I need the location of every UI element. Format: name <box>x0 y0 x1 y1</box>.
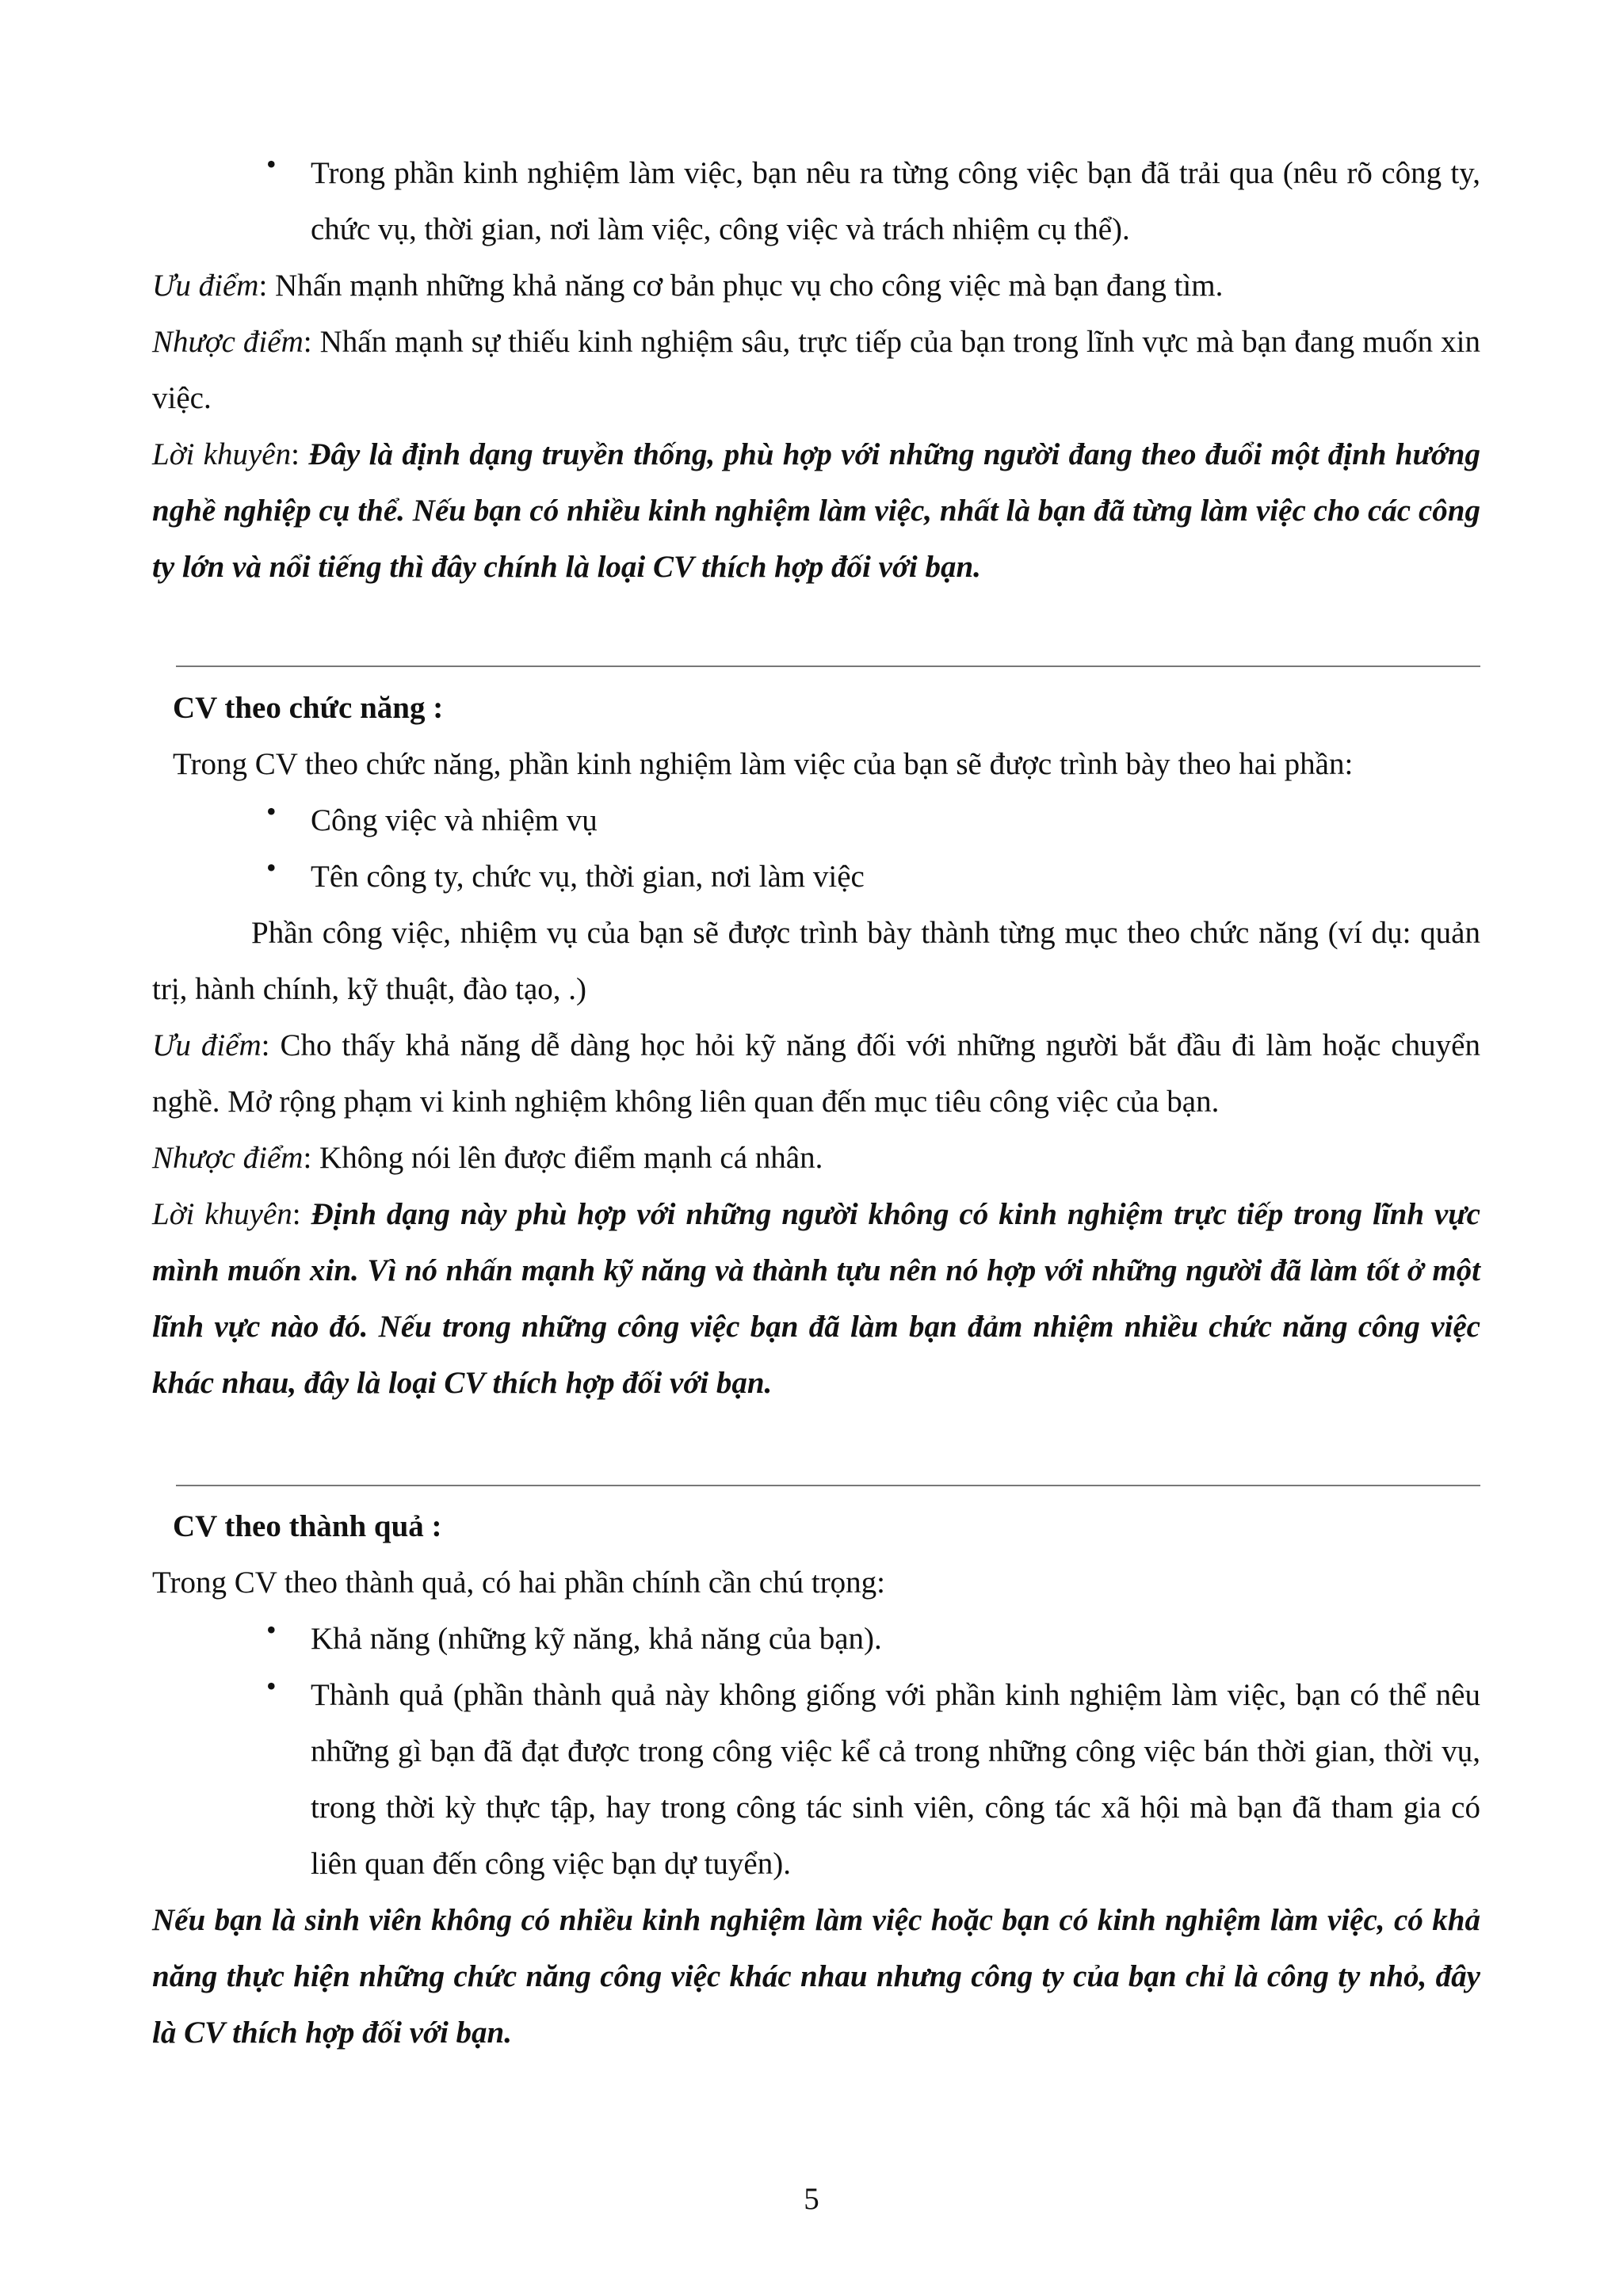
intro-paragraph: Trong CV theo thành quả, có hai phần chính cần chú trọng: <box>152 1566 886 1600</box>
bullet-icon: • <box>266 1670 277 1702</box>
body-paragraph: Phần công việc, nhiệm vụ của bạn sẽ được trình bày thành từng mục theo chức năng (ví dụ: quản trị, hành chính, kỹ thuật, đào tạo, .) <box>152 916 1480 1006</box>
section-divider <box>176 1485 1480 1486</box>
bullet-icon: • <box>266 148 277 180</box>
bullet-text: Khả năng (những kỹ năng, khả năng của bạn). <box>311 1622 882 1656</box>
advice-paragraph <box>152 1186 1480 1411</box>
cons-paragraph <box>152 314 1480 426</box>
intro-paragraph: Trong CV theo chức năng, phần kinh nghiệm làm việc của bạn sẽ được trình bày theo hai phần: <box>173 747 1354 781</box>
advice-separator: : <box>291 437 309 471</box>
bullet-icon: • <box>266 852 277 883</box>
pros-text: : Nhấn mạnh những khả năng cơ bản phục vụ cho công việc mà bạn đang tìm. <box>258 269 1224 303</box>
cons-paragraph <box>152 1130 1480 1186</box>
bullet-text: Công việc và nhiệm vụ <box>311 803 598 837</box>
list-item <box>0 792 1623 849</box>
bullet-text: Tên công ty, chức vụ, thời gian, nơi làm việc <box>311 860 865 894</box>
section-heading: CV theo thành quả : <box>173 1509 442 1543</box>
pros-text: : Cho thấy khả năng dễ dàng học hỏi kỹ năng đối với những người bắt đầu đi làm hoặc chuyển nghề. Mở rộng phạm vi kinh nghiệm không liên quan đến mục tiêu công việc của bạn. <box>152 1028 1480 1119</box>
section-divider <box>176 666 1480 667</box>
list-item <box>0 849 1623 905</box>
advice-label: Lời khuyên <box>152 1197 292 1231</box>
list-item <box>0 145 1623 257</box>
bullet-icon: • <box>266 1614 277 1646</box>
bullet-text: Trong phần kinh nghiệm làm việc, bạn nêu ra từng công việc bạn đã trải qua (nêu rõ công ty, chức vụ, thời gian, nơi làm việc, công việc và trách nhiệm cụ thể). <box>311 156 1480 246</box>
page-number: 5 <box>804 2182 819 2216</box>
advice-paragraph <box>152 426 1480 595</box>
pros-label: Ưu điểm <box>152 269 259 303</box>
list-item <box>0 1667 1623 1892</box>
advice-separator: : <box>292 1197 311 1231</box>
section-heading: CV theo chức năng : <box>173 691 444 725</box>
cons-label: Nhược điểm <box>152 325 304 359</box>
bullet-icon: • <box>266 795 277 827</box>
cons-label: Nhược điểm <box>152 1141 304 1175</box>
pros-paragraph <box>152 257 1480 314</box>
advice-text: Định dạng này phù hợp với những người không có kinh nghiệm trực tiếp trong lĩnh vực mình muốn xin. Vì nó nhấn mạnh kỹ năng và thành tựu nên nó hợp với những người đã làm tốt ở một lĩnh vực nào đó. Nếu trong những công việc bạn đã làm bạn đảm nhiệm nhiều chức năng công việc khác nhau, đây là loại CV thích hợp đối với bạn. <box>152 1197 1480 1400</box>
pros-label: Ưu điểm <box>152 1028 262 1062</box>
list-item <box>0 1611 1623 1667</box>
advice-label: Lời khuyên <box>152 437 292 471</box>
bullet-text: Thành quả (phần thành quả này không giống với phần kinh nghiệm làm việc, bạn có thể nêu những gì bạn đã đạt được trong công việc kể cả trong những công việc bán thời gian, thời vụ, trong thời kỳ thực tập, hay trong công tác sinh viên, công tác xã hội mà bạn đã tham gia có liên quan đến công việc bạn dự tuyển). <box>311 1678 1480 1881</box>
cons-text: : Không nói lên được điểm mạnh cá nhân. <box>303 1141 823 1175</box>
pros-paragraph <box>152 1017 1480 1130</box>
advice-paragraph: Nếu bạn là sinh viên không có nhiều kinh nghiệm làm việc hoặc bạn có kinh nghiệm làm việc, có khả năng thực hiện những chức năng công việc khác nhau nhưng công ty của bạn chỉ là công ty nhỏ, đây là CV thích hợp đối với bạn. <box>152 1903 1480 2050</box>
advice-text: Đây là định dạng truyền thống, phù hợp với những người đang theo đuổi một định hướng nghề nghiệp cụ thể. Nếu bạn có nhiều kinh nghiệm làm việc, nhất là bạn đã từng làm việc cho các công ty lớn và nổi tiếng thì đây chính là loại CV thích hợp đối với bạn. <box>152 437 1480 584</box>
cons-text: : Nhấn mạnh sự thiếu kinh nghiệm sâu, trực tiếp của bạn trong lĩnh vực mà bạn đang muốn xin việc. <box>152 325 1481 415</box>
